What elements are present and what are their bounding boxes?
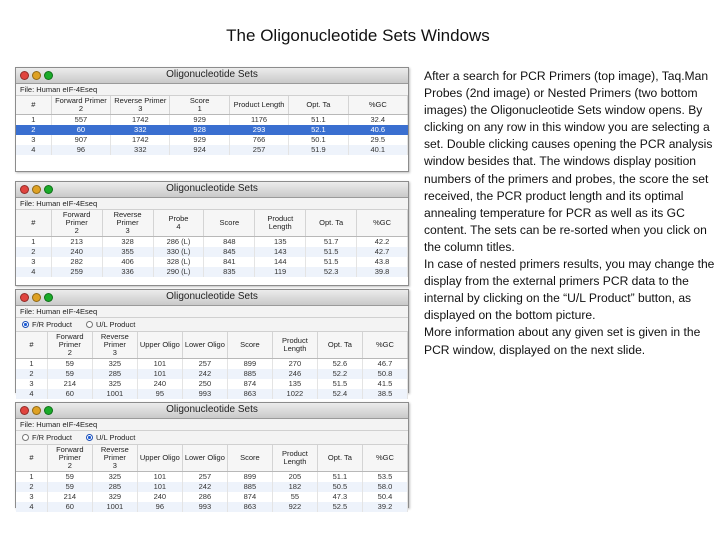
fr-product-radio[interactable] — [22, 318, 72, 331]
pcr-primers-window[interactable] — [15, 67, 409, 172]
window-titlebar[interactable] — [16, 68, 408, 84]
table-cell: 874 — [227, 492, 272, 502]
table-cell: 929 — [170, 135, 229, 145]
table-cell: 406 — [102, 257, 153, 267]
table-cell: 144 — [255, 257, 306, 267]
table-cell: 286 — [182, 492, 227, 502]
table-cell: 119 — [255, 267, 306, 277]
ul-product-label: U/L Product — [96, 433, 136, 442]
table-cell: 924 — [170, 145, 229, 155]
column-header-label: Product Length — [281, 336, 308, 353]
column-header-label: Opt. Ta — [319, 218, 344, 227]
column-position-number: 3 — [112, 461, 117, 470]
table-cell: 52.6 — [317, 359, 362, 370]
column-header-label: Forward Primer — [56, 445, 84, 462]
table-cell: 336 — [102, 267, 153, 277]
table-cell: 4 — [16, 389, 47, 399]
table-cell: 50.1 — [289, 135, 348, 145]
table-cell: 1 — [16, 237, 51, 248]
table-cell: 59 — [47, 359, 92, 370]
table-cell: 240 — [137, 492, 182, 502]
table-cell: 135 — [255, 237, 306, 248]
column-header[interactable] — [289, 96, 348, 115]
column-header[interactable] — [16, 96, 51, 115]
table-cell: 270 — [272, 359, 317, 370]
table-cell: 96 — [137, 502, 182, 512]
column-header[interactable] — [272, 445, 317, 472]
column-header[interactable] — [137, 445, 182, 472]
table-cell: 922 — [272, 502, 317, 512]
column-header-label: Lower Oligo — [184, 340, 225, 349]
column-position-number: 3 — [138, 104, 143, 113]
table-row[interactable] — [16, 379, 408, 389]
table-cell: 293 — [229, 125, 288, 135]
table-cell: 928 — [170, 125, 229, 135]
column-header[interactable] — [272, 332, 317, 359]
table-cell: 3 — [16, 257, 51, 267]
table-cell: 60 — [47, 389, 92, 399]
table-cell: 848 — [204, 237, 255, 248]
table-cell: 250 — [182, 379, 227, 389]
table-cell: 325 — [92, 472, 137, 483]
table-row[interactable] — [16, 502, 408, 512]
ul-product-radio[interactable] — [86, 431, 135, 444]
table-cell: 285 — [92, 482, 137, 492]
column-header[interactable] — [47, 332, 92, 359]
table-cell: 214 — [47, 492, 92, 502]
column-header-label: Upper Oligo — [139, 340, 180, 349]
column-header[interactable] — [51, 96, 110, 115]
table-cell: 52.2 — [317, 369, 362, 379]
table-cell: 325 — [92, 359, 137, 370]
table-cell: 59 — [47, 472, 92, 483]
column-position-number: 4 — [176, 222, 181, 231]
oligo-sets-table[interactable] — [16, 445, 408, 512]
table-row[interactable] — [16, 247, 408, 257]
column-position-number: 3 — [112, 348, 117, 357]
column-header-label: Lower Oligo — [184, 453, 225, 462]
taqman-probes-window[interactable] — [15, 181, 409, 286]
table-cell: 38.5 — [362, 389, 407, 399]
column-header-label: Forward Primer — [56, 332, 84, 349]
window-title: Oligonucleotide Sets — [166, 291, 258, 302]
table-row[interactable] — [16, 369, 408, 379]
column-header[interactable] — [16, 210, 51, 237]
table-cell: 3 — [16, 379, 47, 389]
product-display-toggle[interactable] — [16, 431, 408, 445]
table-cell: 51.1 — [317, 472, 362, 483]
fr-product-radio[interactable] — [22, 431, 72, 444]
table-row[interactable] — [16, 237, 408, 248]
fr-product-label: F/R Product — [32, 433, 73, 442]
table-cell: 863 — [227, 502, 272, 512]
column-header-label: %GC — [368, 100, 387, 109]
table-cell: 355 — [102, 247, 153, 257]
file-name-label: File: Human eIF-4Eseq — [16, 419, 408, 431]
table-cell: 39.8 — [357, 267, 408, 277]
table-row[interactable] — [16, 115, 408, 126]
column-header-label: %GC — [373, 218, 391, 227]
table-row[interactable] — [16, 472, 408, 483]
file-name-label: File: Human eIF-4Eseq — [16, 306, 408, 318]
table-cell: 557 — [51, 115, 110, 126]
table-cell: 330 (L) — [153, 247, 204, 257]
table-cell: 835 — [204, 267, 255, 277]
table-cell: 332 — [111, 145, 170, 155]
oligo-sets-table[interactable] — [16, 96, 408, 155]
column-header-label: Score — [189, 96, 210, 105]
table-row[interactable] — [16, 267, 408, 277]
column-header-label: Forward Primer — [55, 96, 107, 105]
table-cell: 143 — [255, 247, 306, 257]
table-cell: 329 — [92, 492, 137, 502]
table-row[interactable] — [16, 145, 408, 155]
table-cell: 50.8 — [362, 369, 407, 379]
table-cell: 58.0 — [362, 482, 407, 492]
column-header-label: %GC — [376, 340, 394, 349]
table-cell: 285 — [92, 369, 137, 379]
radio-selected-icon[interactable] — [22, 321, 29, 328]
table-row[interactable] — [16, 125, 408, 135]
table-cell: 50.4 — [362, 492, 407, 502]
fr-product-label: F/R Product — [32, 320, 73, 329]
column-position-number: 2 — [74, 226, 79, 235]
ul-product-radio[interactable] — [86, 318, 135, 331]
table-cell: 101 — [137, 482, 182, 492]
table-cell: 46.7 — [362, 359, 407, 370]
table-cell: 1176 — [229, 115, 288, 126]
oligo-sets-table[interactable] — [16, 210, 408, 277]
table-row[interactable] — [16, 135, 408, 145]
column-header-label: # — [31, 218, 36, 227]
column-header[interactable] — [137, 332, 182, 359]
table-cell: 993 — [182, 502, 227, 512]
table-header-row — [16, 210, 408, 237]
table-cell: 242 — [182, 482, 227, 492]
table-cell: 4 — [16, 502, 47, 512]
table-cell: 282 — [51, 257, 102, 267]
column-header-label: Opt. Ta — [306, 100, 331, 109]
table-cell: 40.1 — [348, 145, 407, 155]
column-header[interactable] — [229, 96, 288, 115]
table-cell: 59 — [47, 482, 92, 492]
oligo-sets-table[interactable] — [16, 332, 408, 399]
table-cell: 993 — [182, 389, 227, 399]
table-cell: 766 — [229, 135, 288, 145]
table-cell: 205 — [272, 472, 317, 483]
column-header-label: Score — [240, 340, 260, 349]
table-cell: 286 (L) — [153, 237, 204, 248]
column-position-number: 1 — [197, 104, 202, 113]
column-header[interactable] — [16, 445, 47, 472]
window-title: Oligonucleotide Sets — [166, 183, 258, 194]
column-header-label: Reverse Primer — [113, 210, 142, 227]
description-text — [424, 68, 716, 359]
column-header-label: Product Length — [267, 214, 294, 231]
description-paragraph-2: In case of nested primers results, you may change the display from the external primers PCR data to the internal by clicking on the “U/L Product” button, as displayed on the bottom picture. — [424, 257, 715, 323]
column-header-label: %GC — [376, 453, 394, 462]
table-cell: 874 — [227, 379, 272, 389]
table-cell: 135 — [272, 379, 317, 389]
column-header-label: Upper Oligo — [139, 453, 180, 462]
nested-primers-ul-window[interactable] — [15, 402, 409, 511]
table-cell: 1022 — [272, 389, 317, 399]
table-cell: 51.5 — [306, 247, 357, 257]
table-cell: 4 — [16, 267, 51, 277]
radio-unselected-icon[interactable] — [22, 434, 29, 441]
table-cell: 1 — [16, 359, 47, 370]
table-cell: 1001 — [92, 502, 137, 512]
table-cell: 60 — [51, 125, 110, 135]
table-cell: 214 — [47, 379, 92, 389]
table-cell: 328 (L) — [153, 257, 204, 267]
slide-title: The Oligonucleotide Sets Windows — [226, 26, 490, 45]
column-header[interactable] — [227, 332, 272, 359]
table-cell: 899 — [227, 359, 272, 370]
column-header[interactable] — [182, 332, 227, 359]
column-header[interactable] — [227, 445, 272, 472]
table-cell: 885 — [227, 369, 272, 379]
column-position-number: 2 — [67, 348, 72, 357]
window-titlebar[interactable] — [16, 290, 408, 306]
table-cell: 51.7 — [306, 237, 357, 248]
column-header[interactable] — [255, 210, 306, 237]
column-header[interactable] — [170, 96, 229, 115]
column-header-label: Score — [219, 218, 240, 227]
description-paragraph-1: After a search for PCR Primers (top image), Taq.Man Probes (2nd image) or Nested Primers (two bottom images) the Oligonucleotide Sets window opens. By clicking on any row in this window you are selecting a set. Double clicking causes opening the PCR analysis window besides that. The windows display position numbers of the primers and probes, the score the set received, the PCR product length and its optimal annealing temperature for PCR as well as its GC content. The sets can be re-sorted when you click on the column titles. — [424, 69, 713, 254]
table-cell: 43.8 — [357, 257, 408, 267]
table-cell: 257 — [182, 359, 227, 370]
table-cell: 246 — [272, 369, 317, 379]
column-header[interactable] — [362, 332, 407, 359]
table-cell: 2 — [16, 369, 47, 379]
column-header[interactable] — [16, 332, 47, 359]
column-header-label: # — [29, 340, 34, 349]
table-cell: 1 — [16, 472, 47, 483]
product-display-toggle[interactable] — [16, 318, 408, 332]
table-cell: 2 — [16, 247, 51, 257]
window-titlebar[interactable] — [16, 403, 408, 419]
table-cell: 47.3 — [317, 492, 362, 502]
table-row[interactable] — [16, 359, 408, 370]
ul-product-label: U/L Product — [96, 320, 136, 329]
table-cell: 4 — [16, 145, 51, 155]
table-cell: 60 — [47, 502, 92, 512]
table-cell: 1 — [16, 115, 51, 126]
table-cell: 101 — [137, 369, 182, 379]
column-position-number: 3 — [125, 226, 130, 235]
table-cell: 51.9 — [289, 145, 348, 155]
table-cell: 290 (L) — [153, 267, 204, 277]
table-cell: 325 — [92, 379, 137, 389]
column-header-label: Product Length — [233, 100, 285, 109]
radio-selected-icon[interactable] — [86, 434, 93, 441]
window-title: Oligonucleotide Sets — [166, 69, 258, 80]
table-cell: 101 — [137, 359, 182, 370]
column-header[interactable] — [204, 210, 255, 237]
table-cell: 53.5 — [362, 472, 407, 483]
column-header-label: Forward Primer — [62, 210, 91, 227]
table-cell: 52.5 — [317, 502, 362, 512]
table-cell: 40.6 — [348, 125, 407, 135]
table-cell: 41.5 — [362, 379, 407, 389]
table-header-row — [16, 445, 408, 472]
table-row[interactable] — [16, 389, 408, 399]
table-cell: 1001 — [92, 389, 137, 399]
column-header[interactable] — [102, 210, 153, 237]
table-cell: 332 — [111, 125, 170, 135]
column-header[interactable] — [47, 445, 92, 472]
table-cell: 240 — [51, 247, 102, 257]
table-row[interactable] — [16, 257, 408, 267]
table-header-row — [16, 332, 408, 359]
column-header[interactable] — [153, 210, 204, 237]
column-header[interactable] — [362, 445, 407, 472]
table-cell: 899 — [227, 472, 272, 483]
file-name-label: File: Human eIF-4Eseq — [16, 198, 408, 210]
table-cell: 52.3 — [306, 267, 357, 277]
column-header-label: # — [31, 100, 36, 109]
table-cell: 2 — [16, 482, 47, 492]
column-header[interactable] — [92, 332, 137, 359]
table-cell: 242 — [182, 369, 227, 379]
table-cell: 50.5 — [317, 482, 362, 492]
table-cell: 96 — [51, 145, 110, 155]
column-header[interactable] — [182, 445, 227, 472]
table-cell: 257 — [229, 145, 288, 155]
description-paragraph-3: More information about any given set is given in the PCR window, displayed on the next slide. — [424, 325, 701, 357]
table-cell: 240 — [137, 379, 182, 389]
table-row[interactable] — [16, 492, 408, 502]
column-header[interactable] — [357, 210, 408, 237]
column-header-label: Probe — [168, 214, 189, 223]
nested-primers-fr-window[interactable] — [15, 289, 409, 398]
table-cell: 328 — [102, 237, 153, 248]
table-cell: 257 — [182, 472, 227, 483]
column-header-label: Reverse Primer — [100, 445, 129, 462]
table-cell: 885 — [227, 482, 272, 492]
column-header-label: Score — [240, 453, 260, 462]
column-position-number: 2 — [67, 461, 72, 470]
table-cell: 29.5 — [348, 135, 407, 145]
radio-unselected-icon[interactable] — [86, 321, 93, 328]
column-header-label: # — [29, 453, 34, 462]
table-cell: 213 — [51, 237, 102, 248]
table-cell: 32.4 — [348, 115, 407, 126]
column-header[interactable] — [306, 210, 357, 237]
column-header-label: Reverse Primer — [114, 96, 167, 105]
window-title: Oligonucleotide Sets — [166, 404, 258, 415]
table-cell: 39.2 — [362, 502, 407, 512]
column-header[interactable] — [317, 332, 362, 359]
column-header[interactable] — [348, 96, 407, 115]
table-cell: 42.2 — [357, 237, 408, 248]
column-header[interactable] — [51, 210, 102, 237]
window-titlebar[interactable] — [16, 182, 408, 198]
table-header-row — [16, 96, 408, 115]
table-cell: 42.7 — [357, 247, 408, 257]
table-cell: 182 — [272, 482, 317, 492]
table-cell: 55 — [272, 492, 317, 502]
table-cell: 52.1 — [289, 125, 348, 135]
table-cell: 907 — [51, 135, 110, 145]
column-header-label: Opt. Ta — [327, 340, 352, 349]
table-cell: 845 — [204, 247, 255, 257]
column-position-number: 2 — [78, 104, 83, 113]
table-cell: 95 — [137, 389, 182, 399]
table-cell: 59 — [47, 369, 92, 379]
table-cell: 929 — [170, 115, 229, 126]
column-header[interactable] — [317, 445, 362, 472]
column-header-label: Product Length — [281, 449, 308, 466]
table-cell: 3 — [16, 492, 47, 502]
table-cell: 51.5 — [306, 257, 357, 267]
table-row[interactable] — [16, 482, 408, 492]
table-cell: 51.1 — [289, 115, 348, 126]
table-cell: 259 — [51, 267, 102, 277]
table-cell: 841 — [204, 257, 255, 267]
table-cell: 3 — [16, 135, 51, 145]
column-header-label: Reverse Primer — [100, 332, 129, 349]
column-header[interactable] — [92, 445, 137, 472]
table-cell: 2 — [16, 125, 51, 135]
column-header-label: Opt. Ta — [327, 453, 352, 462]
table-cell: 51.5 — [317, 379, 362, 389]
table-cell: 863 — [227, 389, 272, 399]
file-name-label: File: Human eIF-4Eseq — [16, 84, 408, 96]
table-cell: 1742 — [111, 115, 170, 126]
table-cell: 52.4 — [317, 389, 362, 399]
table-cell: 101 — [137, 472, 182, 483]
table-cell: 1742 — [111, 135, 170, 145]
column-header[interactable] — [111, 96, 170, 115]
